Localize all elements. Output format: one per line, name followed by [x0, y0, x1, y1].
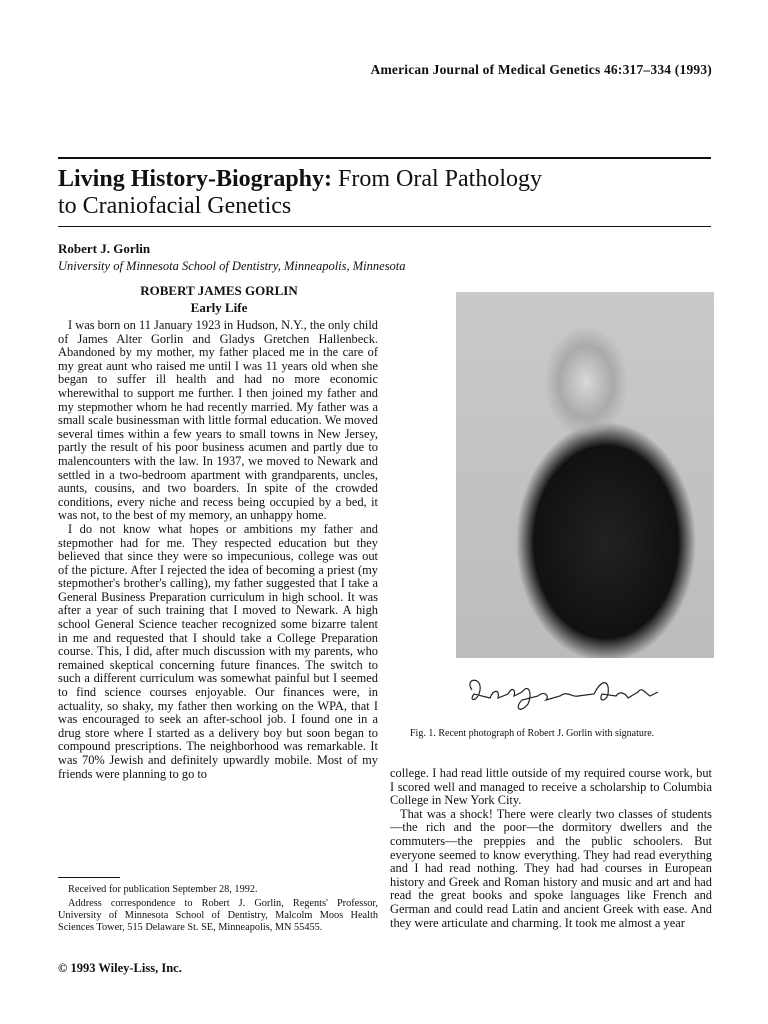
author-name: Robert J. Gorlin: [58, 241, 151, 256]
title-bottom-rule: [58, 226, 711, 227]
copyright-notice: © 1993 Wiley-Liss, Inc.: [58, 961, 182, 975]
author-photograph: [456, 292, 714, 658]
left-column-text: [58, 319, 378, 781]
footnote-received: Received for publication September 28, 1992.: [68, 884, 258, 895]
figure-caption: Fig. 1. Recent photograph of Robert J. Gorlin with signature.: [410, 728, 655, 739]
title-bold-part: Living History-Biography:: [58, 166, 333, 192]
paragraph: college. I had read little outside of my required course work, but I scored well and managed to receive a scholarship to Columbia College in New York City.: [390, 766, 712, 808]
article-title: [58, 166, 718, 220]
footnote-rule: [58, 877, 120, 878]
right-column-text: [390, 767, 712, 930]
title-rest: From Oral Pathology: [332, 166, 543, 192]
signature-image: [460, 668, 670, 716]
paragraph: I do not know what hopes or ambitions my father and stepmother had for me. They respected education but they believed that since they were so impecunious, college was out of the picture. After I rejected the idea of becoming a priest (my stepmother's brother's calling), my father suggested that I take a General Business Preparation curriculum in high school. It was after a year of such training that I moved to Newark. A high school General Science teacher recognized some bizarre talent in me and requested that I should take a College Preparation course. This, I did, after much discussion with my parents, who remained skeptical concerning future finances. The switch to such a different curriculum was somewhat painful but I seemed to find science courses enjoyable. Our finances were, in actuality, so shaky, my father then working on the WPA, that I was encouraged to seek an after-school job. I found one in a drug store where I started as a delivery boy but soon began to compound prescriptions. The neighborhood was remarkable. It was 70% Jewish and definitely upwardly mobile. Most of my friends were planning to go to: [58, 521, 378, 781]
paragraph: That was a shock! There were clearly two classes of students—the rich and the poor—the dormitory dwellers and the commuters—the preppies and the public schoolers. But everyone seemed to know everything. They had read everything and I had read nothing. They had had courses in European history and Greek and Roman history and music and art and had read the great books and spoke languages like French and German and could read Latin and ancient Greek with ease. And they were articulate and charming. It took me almost a year: [390, 806, 712, 930]
section-subheading: Early Life: [190, 300, 248, 315]
journal-citation: American Journal of Medical Genetics 46:317–334 (1993): [370, 62, 712, 77]
footnote-address: Address correspondence to Robert J. Gorlin, Regents' Professor, University of Minnesota School of Dentistry, Malcolm Moos Health Sciences Tower, 515 Delaware St. SE, Minneapolis, MN 55455.: [58, 898, 378, 933]
title-line-2: to Craniofacial Genetics: [58, 193, 292, 219]
section-heading: ROBERT JAMES GORLIN: [140, 283, 298, 298]
author-affiliation: University of Minnesota School of Dentistry, Minneapolis, Minnesota: [58, 259, 406, 273]
paragraph: I was born on 11 January 1923 in Hudson, N.Y., the only child of James Alter Gorlin and Gladys Gretchen Hallenbeck. Abandoned by my mother, my father placed me in the care of my great aunt who raised me until I was 11 years old when she began to suffer ill health and had no more economic wherewithal to support me further. I then joined my father and my stepmother whom he had recently married. My father was a small scale businessman with little formal education. We moved several times within a few years to small towns in New Jersey, partly the result of his poor business acumen and partly due to malencounters with the law. In 1937, we moved to Newark and settled in a two-bedroom apartment with grandparents, uncles, aunts, cousins, and two boarders. In spite of the crowded conditions, every niche and recess being occupied by a bed, it was not, to the best of my memory, an unhappy home.: [58, 318, 378, 523]
title-top-rule: [58, 157, 711, 159]
